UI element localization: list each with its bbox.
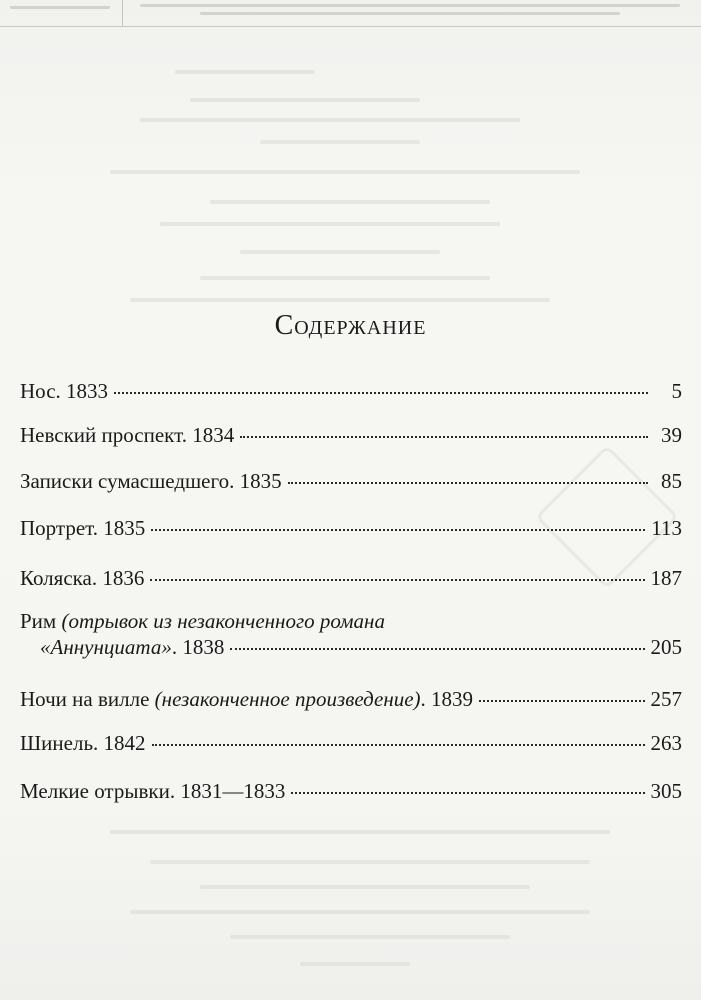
toc-entry-page: 305 [650, 779, 682, 803]
bleed-through-line [200, 12, 620, 15]
contents-heading: Содержание [274, 310, 427, 341]
toc-entry-page: 113 [651, 516, 682, 540]
toc-entry-page: 5 [671, 379, 682, 403]
toc-entry-title-line1 [20, 608, 682, 634]
bleed-through-line [160, 222, 500, 226]
toc-entry[interactable] [20, 515, 682, 541]
dot-leader [230, 648, 644, 650]
bleed-through-line [175, 70, 315, 74]
bleed-through-line [300, 962, 410, 966]
bleed-through-line [260, 140, 420, 144]
toc-entry-title-part: . 1838 [171, 635, 225, 659]
toc-entry-title: Невский проспект. 1834 [20, 423, 235, 447]
bleed-through-line [10, 6, 110, 9]
bleed-through-line [130, 298, 550, 302]
toc-entry-title-line2 [40, 634, 224, 660]
dot-leader [479, 700, 644, 702]
dot-leader [114, 392, 648, 394]
toc-entry-title [20, 686, 473, 712]
bleed-through-line [110, 830, 610, 834]
bleed-through-line [130, 910, 590, 914]
dot-leader [150, 579, 644, 581]
toc-entry-title-part: Ночи на вилле [20, 687, 155, 711]
bleed-through-header-box [0, 0, 701, 27]
toc-entry[interactable] [20, 378, 682, 404]
toc-entry-page: 205 [650, 635, 682, 659]
toc-entry-title: Нос. 1833 [20, 379, 109, 403]
toc-entry-page: 85 [661, 469, 682, 493]
toc-entry[interactable] [20, 422, 682, 448]
bleed-through-line [200, 885, 530, 889]
toc-entry-page: 187 [650, 566, 682, 590]
toc-entry-title: Мелкие отрывки. 1831—1833 [20, 779, 286, 803]
dot-leader [151, 529, 645, 531]
toc-entry-title-part: . 1839 [420, 687, 474, 711]
toc-entry[interactable] [20, 565, 682, 591]
dot-leader [291, 792, 644, 794]
toc-entry-page: 39 [661, 423, 682, 447]
toc-entry[interactable] [20, 730, 682, 756]
bleed-through-line [230, 935, 510, 939]
bleed-through-line [140, 118, 520, 122]
toc-entry-title-part: Рим [20, 609, 62, 633]
dot-leader [240, 436, 648, 438]
dot-leader [152, 744, 645, 746]
bleed-through-line [200, 276, 490, 280]
toc-entry-title: Записки сумасшедшего. 1835 [20, 469, 282, 493]
toc-entry-title: Портрет. 1835 [20, 516, 146, 540]
bleed-through-line [150, 860, 590, 864]
toc-entry[interactable] [20, 468, 682, 494]
bleed-through-line [110, 170, 580, 174]
bleed-through-line [140, 4, 680, 7]
toc-entry-subtitle: (незаконченное произведение) [154, 687, 421, 711]
bleed-through-line [210, 200, 490, 204]
toc-entry[interactable] [20, 608, 682, 660]
toc-entry-title: Коляска. 1836 [20, 566, 145, 590]
dot-leader [288, 482, 648, 484]
bleed-through-divider [122, 0, 123, 26]
toc-entry[interactable] [20, 778, 682, 804]
toc-entry-page: 263 [650, 731, 682, 755]
toc-entry-title: Шинель. 1842 [20, 731, 146, 755]
toc-entry[interactable] [20, 686, 682, 712]
toc-entry-subtitle: (отрывок из незаконченного романа [61, 609, 385, 633]
toc-entry-subtitle: «Аннунциата» [40, 635, 172, 659]
toc-entry-page: 257 [650, 687, 682, 711]
bleed-through-line [190, 98, 420, 102]
bleed-through-line [240, 250, 440, 254]
